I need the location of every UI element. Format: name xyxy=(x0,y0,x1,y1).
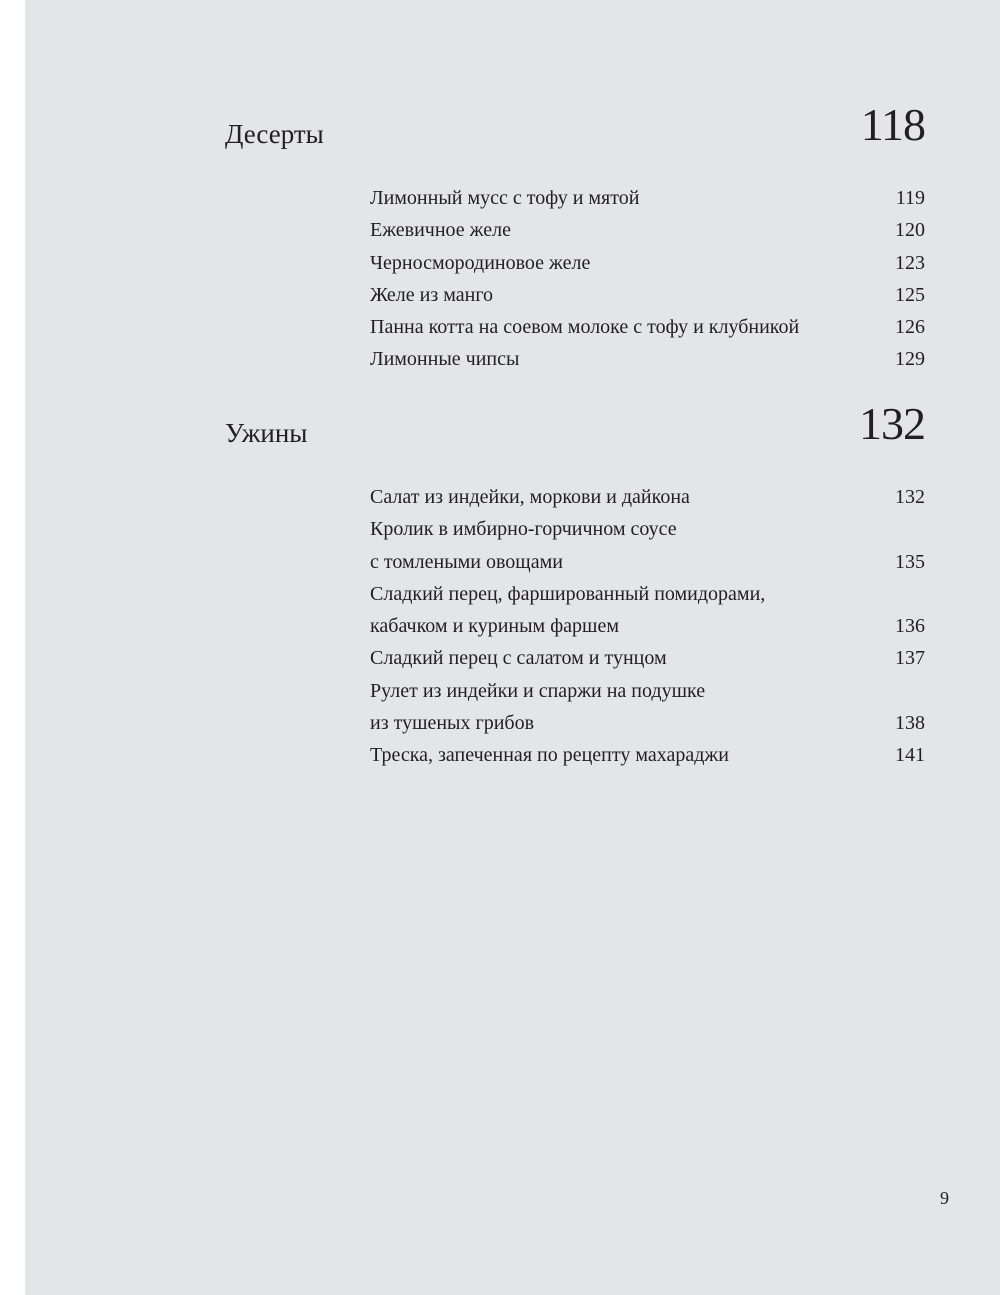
entry-page-number: 123 xyxy=(895,251,925,274)
entry-title: Панна котта на соевом молоке с тофу и клубникой xyxy=(370,316,800,339)
entry-title-continuation: с томлеными овощами xyxy=(370,550,563,573)
entry-title: Черносмородиновое желе xyxy=(370,251,591,274)
entry-page-number: 126 xyxy=(895,316,925,339)
entry-page-number: 120 xyxy=(895,219,925,242)
toc-entry xyxy=(370,182,925,214)
entry-page-number: 135 xyxy=(895,550,925,573)
toc-entry xyxy=(370,481,925,513)
section-desserts xyxy=(225,80,925,376)
page-folio-number: 9 xyxy=(940,1188,949,1208)
entry-title: Лимонный мусс с тофу и мятой xyxy=(370,187,640,209)
entry-list xyxy=(225,182,925,376)
entry-title: Рулет из индейки и спаржи на подушке xyxy=(370,679,706,702)
toc-entry xyxy=(370,675,925,740)
section-dinners xyxy=(225,379,925,772)
entry-page-number: 138 xyxy=(895,712,925,735)
entry-page-number: 141 xyxy=(895,744,925,767)
entry-title: Сладкий перец, фаршированный помидорами, xyxy=(370,582,766,605)
toc-entry xyxy=(370,311,925,343)
section-page-number: 132 xyxy=(859,398,925,449)
toc-entry xyxy=(370,739,925,771)
section-header xyxy=(225,379,925,449)
toc-entry xyxy=(370,578,925,643)
section-title: Ужины xyxy=(225,418,308,448)
toc-entry xyxy=(370,642,925,674)
toc-entry xyxy=(370,214,925,246)
toc-entry xyxy=(370,247,925,279)
entry-page-number: 137 xyxy=(895,647,925,670)
entry-title: Сладкий перец с салатом и тунцом xyxy=(370,647,667,670)
entry-page-number: 119 xyxy=(895,187,925,209)
entry-title: Лимонные чипсы xyxy=(370,348,520,371)
entry-page-number: 136 xyxy=(895,615,925,638)
section-title: Десерты xyxy=(225,119,324,149)
entry-title: Треска, запеченная по рецепту махараджи xyxy=(370,744,729,767)
toc-entry xyxy=(370,279,925,311)
toc-entry xyxy=(370,513,925,578)
entry-title: Ежевичное желе xyxy=(370,219,511,242)
entry-title: Салат из индейки, моркови и дайкона xyxy=(370,486,690,508)
entry-title-continuation: кабачком и куриным фаршем xyxy=(370,615,619,638)
entry-page-number: 129 xyxy=(895,348,925,371)
entry-list xyxy=(225,481,925,772)
entry-title: Кролик в имбирно-горчичном соусе xyxy=(370,518,677,541)
section-page-number: 118 xyxy=(860,99,925,150)
entry-page-number: 125 xyxy=(895,283,925,306)
entry-page-number: 132 xyxy=(895,486,925,508)
entry-title-continuation: из тушеных грибов xyxy=(370,712,535,735)
book-page xyxy=(25,0,1000,1295)
toc-entry xyxy=(370,343,925,375)
section-header xyxy=(225,80,925,150)
entry-title: Желе из манго xyxy=(370,283,494,306)
